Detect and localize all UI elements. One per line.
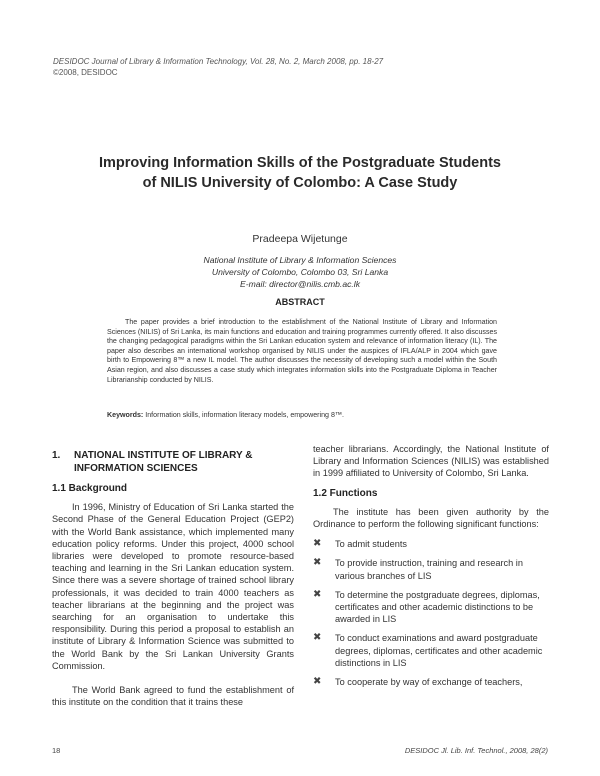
subsection-heading-functions: 1.2 Functions — [313, 487, 378, 499]
copyright: ©2008, DESIDOC — [53, 68, 118, 77]
journal-header — [53, 56, 383, 78]
paragraph-continued: teacher librarians. Accordingly, the National Institute of Library and Information Sciences (NILIS) was established in 1999 affiliated to University of Colombo, Sri Lanka. — [313, 444, 549, 479]
list-item-text: To provide instruction, training and research in various branches of LIS — [335, 558, 523, 581]
keywords-text: Information skills, information literacy models, empowering 8™. — [145, 411, 344, 419]
section-number: 1. — [52, 450, 61, 461]
affiliation — [0, 254, 600, 290]
list-item — [313, 676, 549, 688]
right-column — [313, 443, 549, 695]
affiliation-line-1: National Institute of Library & Information Sciences — [203, 255, 397, 265]
list-item — [313, 589, 549, 626]
list-item-text: To admit students — [335, 539, 408, 550]
footer-citation: DESIDOC Jl. Lib. Inf. Technol., 2008, 28(2) — [404, 746, 548, 755]
title-line-2: of NILIS University of Colombo: A Case Study — [142, 175, 458, 191]
journal-citation: DESIDOC Journal of Library & Information Technology, Vol. 28, No. 2, March 2008, pp. 18-27 — [53, 57, 384, 66]
keywords-label: Keywords: — [107, 411, 144, 419]
affiliation-line-2: University of Colombo, Colombo 03, Sri Lanka — [211, 267, 389, 277]
list-item — [313, 557, 549, 581]
section-title: NATIONAL INSTITUTE OF LIBRARY & INFORMATION SCIENCES — [74, 450, 253, 474]
list-item-text: To cooperate by way of exchange of teachers, — [335, 677, 523, 688]
abstract-text: The paper provides a brief introduction to the establishment of the National Institute of Library and Information Sciences (NILIS) of Sri Lanka, its main functions and education and training programmes currently offered. It also discusses the changing pedagogical paradigms within the Sri Lankan education system and relevance of information literacy (IL). The paper also describes an international workshop organised by NILIS under the auspices of IFLA/ALP in 2004 which gave birth to Empowering 8™ a new IL model. The author discusses the necessity of developing such a model within the South Asian region, and also discusses a case study which integrates information skills into the Postgraduate Diploma in Teacher Librarianship conducted by NILIS. — [107, 318, 497, 384]
keywords — [107, 411, 507, 419]
cross-bullet-icon: ✖ — [313, 632, 322, 644]
cross-bullet-icon: ✖ — [313, 557, 322, 569]
left-column — [52, 449, 294, 708]
abstract-body — [107, 318, 497, 385]
functions-list — [313, 538, 549, 688]
abstract-heading: ABSTRACT — [275, 297, 325, 307]
section-heading — [52, 449, 294, 475]
cross-bullet-icon: ✖ — [313, 676, 322, 688]
paragraph-functions-intro: The institute has been given authority by the Ordinance to perform the following significant functions: — [313, 506, 549, 530]
author-email: E-mail: director@nilis.cmb.ac.lk — [240, 279, 360, 289]
page-number: 18 — [52, 746, 61, 755]
list-item — [313, 538, 549, 550]
paragraph-world-bank: The World Bank agreed to fund the establishment of this institute on the condition that it trains these — [52, 685, 294, 708]
paragraph-background: In 1996, Ministry of Education of Sri Lanka started the Second Phase of the General Education Project (GEP2) with the World Bank assistance, which implemented many education policy reforms. Under this project, 4000 school libraries were developed to promote resource-based teaching and learning in the Sri Lankan education system. Since there was a severe shortage of trained school library professionals, it was decided to train 4000 teachers as teacher librarians at the beginning and the project was searching for an organisation to undertake this responsibility. During this period a proposal to establish an institute of Library & Information Science was submitted to the World Bank by the Sri Lankan University Grants Commission. — [52, 502, 294, 671]
author-name: Pradeepa Wijetunge — [252, 233, 348, 245]
title-line-1: Improving Information Skills of the Postgraduate Students — [98, 155, 501, 171]
subsection-heading-background: 1.1 Background — [52, 483, 128, 494]
paper-title — [40, 153, 560, 193]
list-item-text: To conduct examinations and award postgraduate degrees, diplomas, certificates and other academic distinctions in LIS — [335, 633, 543, 668]
list-item-text: To determine the postgraduate degrees, diplomas, certificates and other academic distinctions to be awarded in LIS — [335, 589, 540, 625]
cross-bullet-icon: ✖ — [313, 538, 322, 550]
list-item — [313, 632, 549, 669]
cross-bullet-icon: ✖ — [313, 588, 322, 600]
